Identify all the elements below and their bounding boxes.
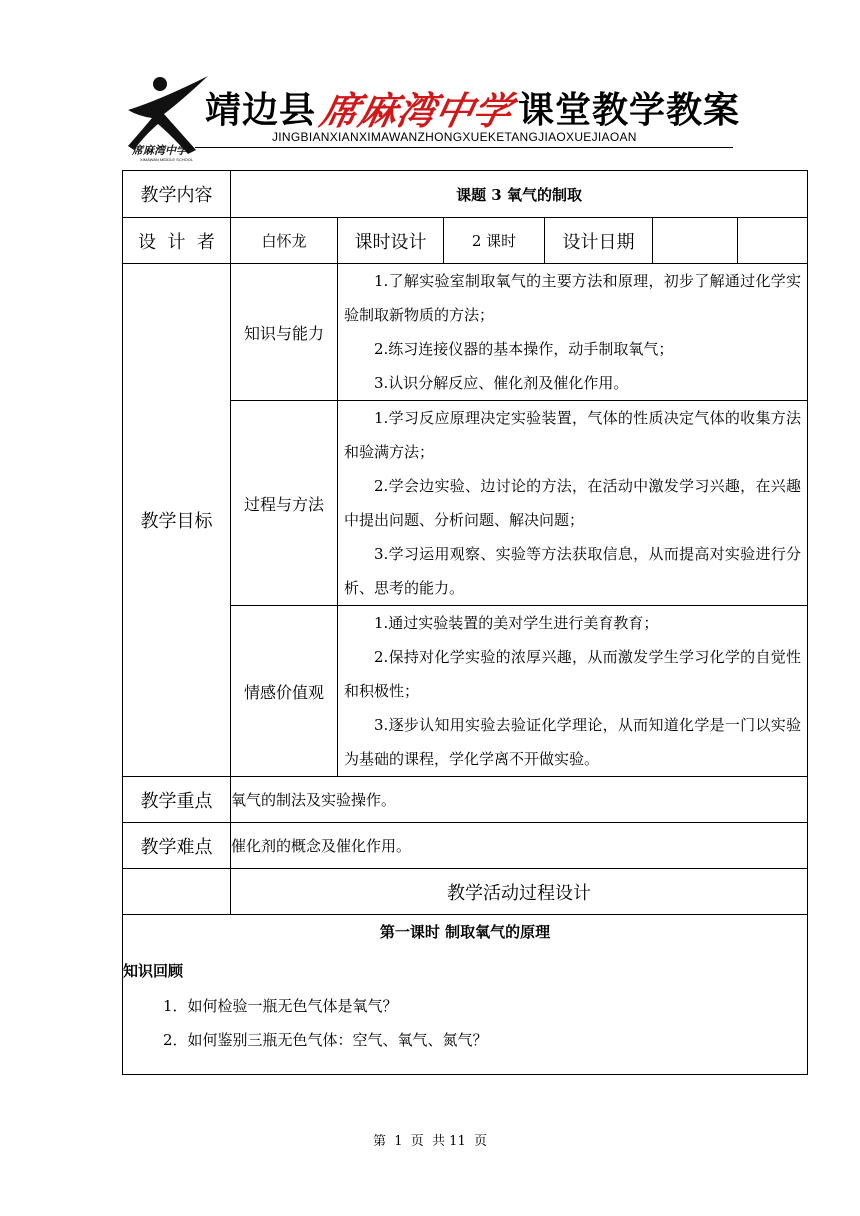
goal-item: 3.逐步认知用实验去验证化学理论，从而知道化学是一门以实验为基础的课程，学化学离不开做实验。 xyxy=(344,716,802,768)
review-title: 知识回顾 xyxy=(123,962,184,980)
header-title xyxy=(205,82,740,132)
difficulty-label: 教学难点 xyxy=(123,823,231,869)
title-pinyin: JINGBIANXIANXIMAWANZHONGXUEKETANGJIAOXUEJIAOAN xyxy=(272,130,637,144)
goal-process-content xyxy=(338,401,808,606)
row-lesson-body xyxy=(123,915,808,1075)
goal-values-content xyxy=(338,606,808,777)
school-logo-icon xyxy=(120,70,212,162)
difficulty-value: 催化剂的概念及催化作用。 xyxy=(231,823,808,869)
goal-item: 2.保持对化学实验的浓厚兴趣，从而激发学生学习化学的自觉性和积极性； xyxy=(344,648,802,700)
goal-knowledge-label: 知识与能力 xyxy=(231,264,338,401)
designer-value: 白怀龙 xyxy=(231,218,338,264)
goal-process-label: 过程与方法 xyxy=(231,401,338,606)
date-label: 设计日期 xyxy=(545,218,653,264)
designer-label: 设 计 者 xyxy=(123,218,231,264)
title-doc-type: 课堂教学教案 xyxy=(518,89,741,131)
lesson-body xyxy=(123,915,808,1075)
hours-label: 课时设计 xyxy=(338,218,444,264)
focus-label: 教学重点 xyxy=(123,777,231,823)
goal-item: 1.了解实验室制取氧气的主要方法和原理，初步了解通过化学实验制取新物质的方法； xyxy=(344,272,802,324)
row-content xyxy=(123,171,808,218)
logo-subtext: XIMAWAN MIDDLE SCHOOL xyxy=(140,157,194,162)
activity-blank xyxy=(123,869,231,915)
date-blank xyxy=(738,218,808,264)
title-county: 靖边县 xyxy=(205,89,317,131)
row-focus xyxy=(123,777,808,823)
page-header xyxy=(0,0,860,160)
goals-label: 教学目标 xyxy=(123,264,231,777)
goal-item: 1.通过实验装置的美对学生进行美育教育； xyxy=(374,614,659,632)
goal-item: 2.学会边实验、边讨论的方法，在活动中激发学习兴趣，在兴趣中提出问题、分析问题、解决问题； xyxy=(344,477,802,529)
activity-title: 教学活动过程设计 xyxy=(231,869,808,915)
date-value xyxy=(653,218,738,264)
hours-value: 2 课时 xyxy=(444,218,545,264)
lesson-title: 第一课时 制取氧气的原理 xyxy=(379,923,551,941)
logo-text: 席麻湾中学 xyxy=(132,144,187,157)
title-school-brand: 席麻湾中学 xyxy=(316,87,517,133)
review-item: 2．如何鉴别三瓶无色气体：空气、氧气、氮气？ xyxy=(163,1031,488,1049)
goal-item: 1.学习反应原理决定实验装置，气体的性质决定气体的收集方法和验满方法； xyxy=(344,409,802,461)
goal-item: 3.认识分解反应、催化剂及催化作用。 xyxy=(374,374,629,392)
content-label: 教学内容 xyxy=(123,171,231,218)
content-value: 课题 3 氧气的制取 xyxy=(231,171,808,218)
row-designer xyxy=(123,218,808,264)
row-activity-header xyxy=(123,869,808,915)
goal-knowledge-content xyxy=(338,264,808,401)
review-item: 1．如何检验一瓶无色气体是氧气？ xyxy=(163,997,398,1015)
page-footer: 第 1 页 共 11 页 xyxy=(372,1134,487,1149)
goal-item: 3.学习运用观察、实验等方法获取信息，从而提高对实验进行分析、思考的能力。 xyxy=(344,545,802,597)
header-divider xyxy=(195,147,733,148)
row-goal-knowledge xyxy=(123,264,808,401)
row-difficulty xyxy=(123,823,808,869)
lesson-plan-table xyxy=(122,170,808,1075)
focus-value: 氧气的制法及实验操作。 xyxy=(231,777,808,823)
goal-item: 2.练习连接仪器的基本操作，动手制取氧气； xyxy=(374,340,674,358)
goal-values-label: 情感价值观 xyxy=(231,606,338,777)
